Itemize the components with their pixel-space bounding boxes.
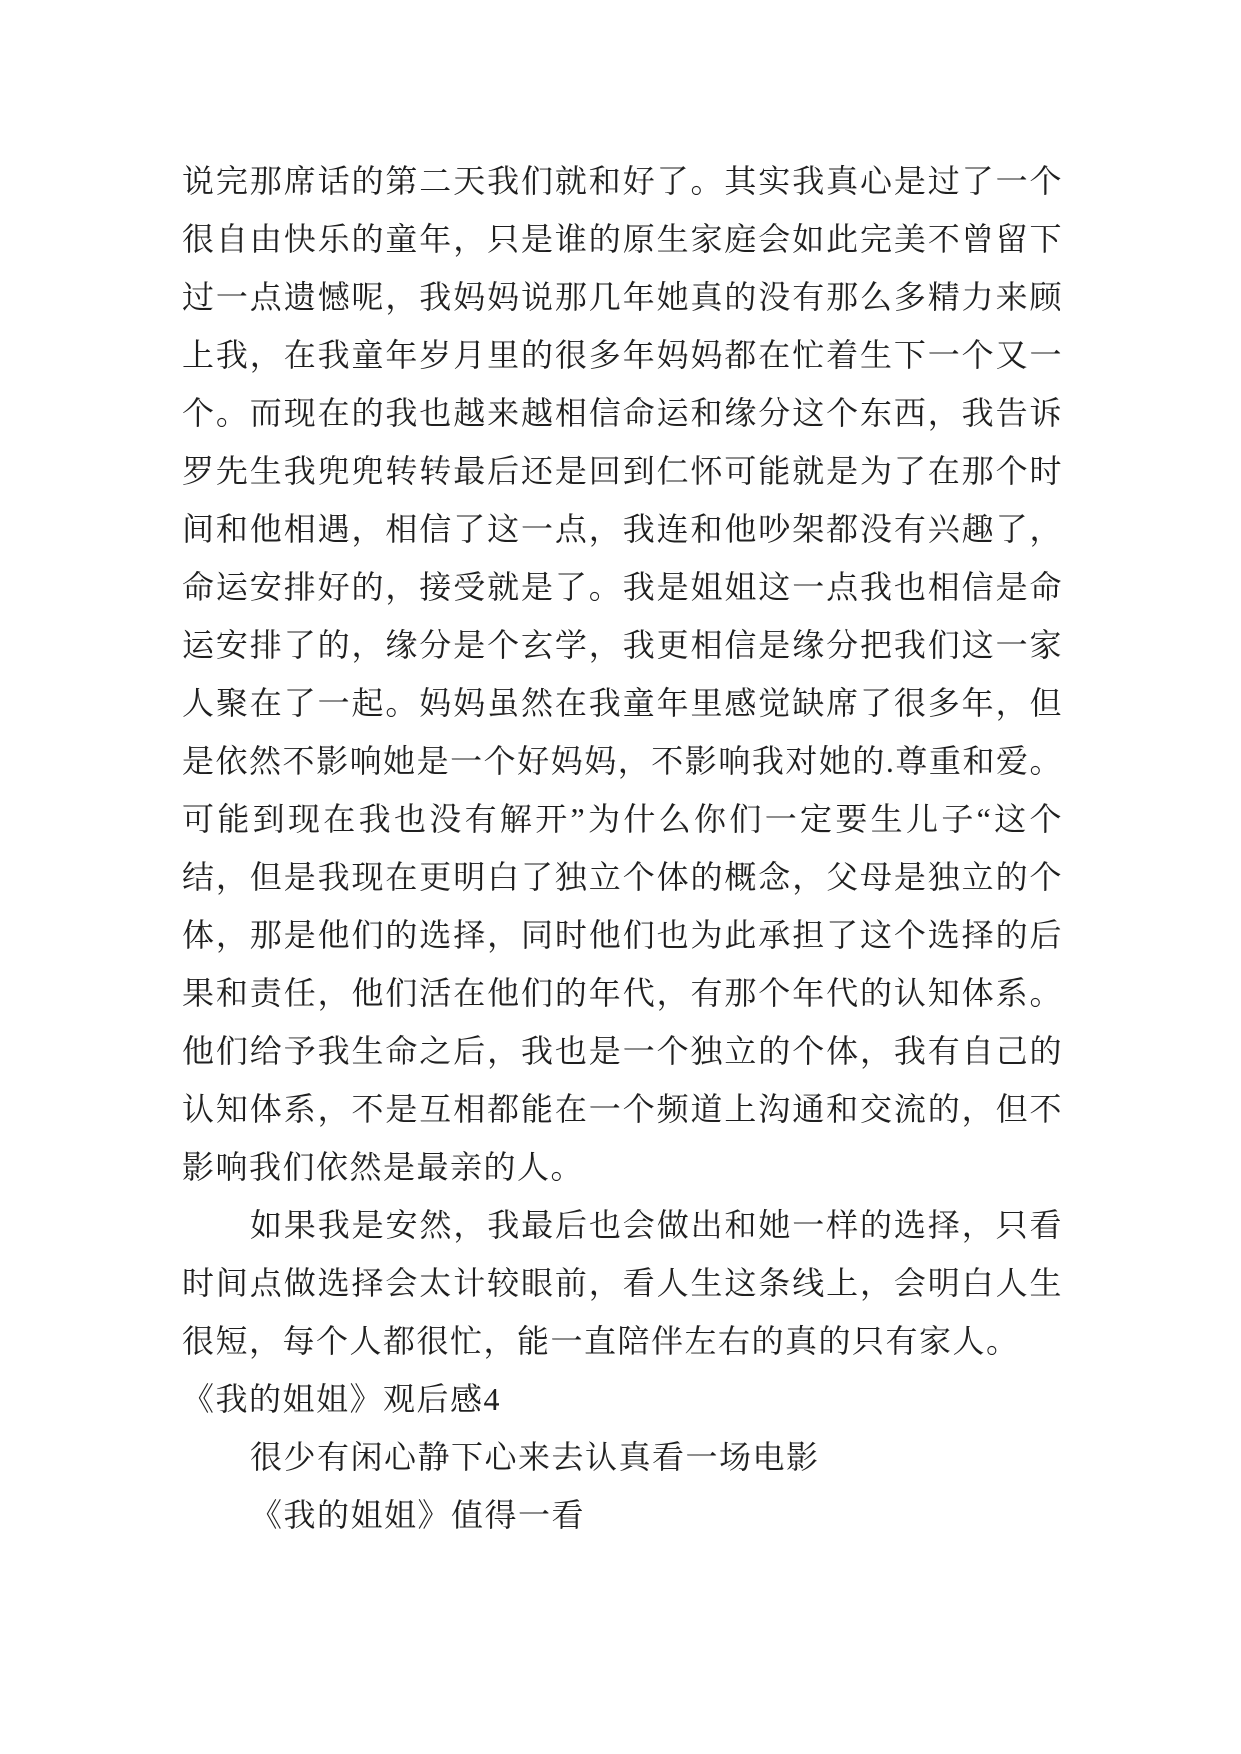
body-paragraph-1: 说完那席话的第二天我们就和好了。其实我真心是过了一个很自由快乐的童年，只是谁的原生家庭会如此完美不曾留下过一点遗憾呢，我妈妈说那几年她真的没有那么多精力来顾上我，在我童年岁月里的很多年妈妈都在忙着生下一个又一个。而现在的我也越来越相信命运和缘分这个东西，我告诉罗先生我兜兜转转最后还是回到仁怀可能就是为了在那个时间和他相遇，相信了这一点，我连和他吵架都没有兴趣了，命运安排好的，接受就是了。我是姐姐这一点我也相信是命运安排了的，缘分是个玄学，我更相信是缘分把我们这一家人聚在了一起。妈妈虽然在我童年里感觉缺席了很多年，但是依然不影响她是一个好妈妈，不影响我对她的.尊重和爱。可能到现在我也没有解开”为什么你们一定要生儿子“这个结，但是我现在更明白了独立个体的概念，父母是独立的个体，那是他们的选择，同时他们也为此承担了这个选择的后果和责任，他们活在他们的年代，有那个年代的认知体系。他们给予我生命之后，我也是一个独立的个体，我有自己的认知体系，不是互相都能在一个频道上沟通和交流的，但不影响我们依然是最亲的人。 xyxy=(182,163,1063,1185)
body-line-1: 很少有闲心静下心来去认真看一场电影 xyxy=(250,1439,820,1475)
body-line-2: 《我的姐姐》值得一看 xyxy=(250,1497,586,1533)
body-paragraph-2: 如果我是安然，我最后也会做出和她一样的选择，只看时间点做选择会太计较眼前，看人生这条线上，会明白人生很短，每个人都很忙，能一直陪伴左右的真的只有家人。 xyxy=(182,1207,1063,1359)
section-heading: 《我的姐姐》观后感4 xyxy=(182,1381,502,1417)
document-body xyxy=(182,152,1063,1544)
